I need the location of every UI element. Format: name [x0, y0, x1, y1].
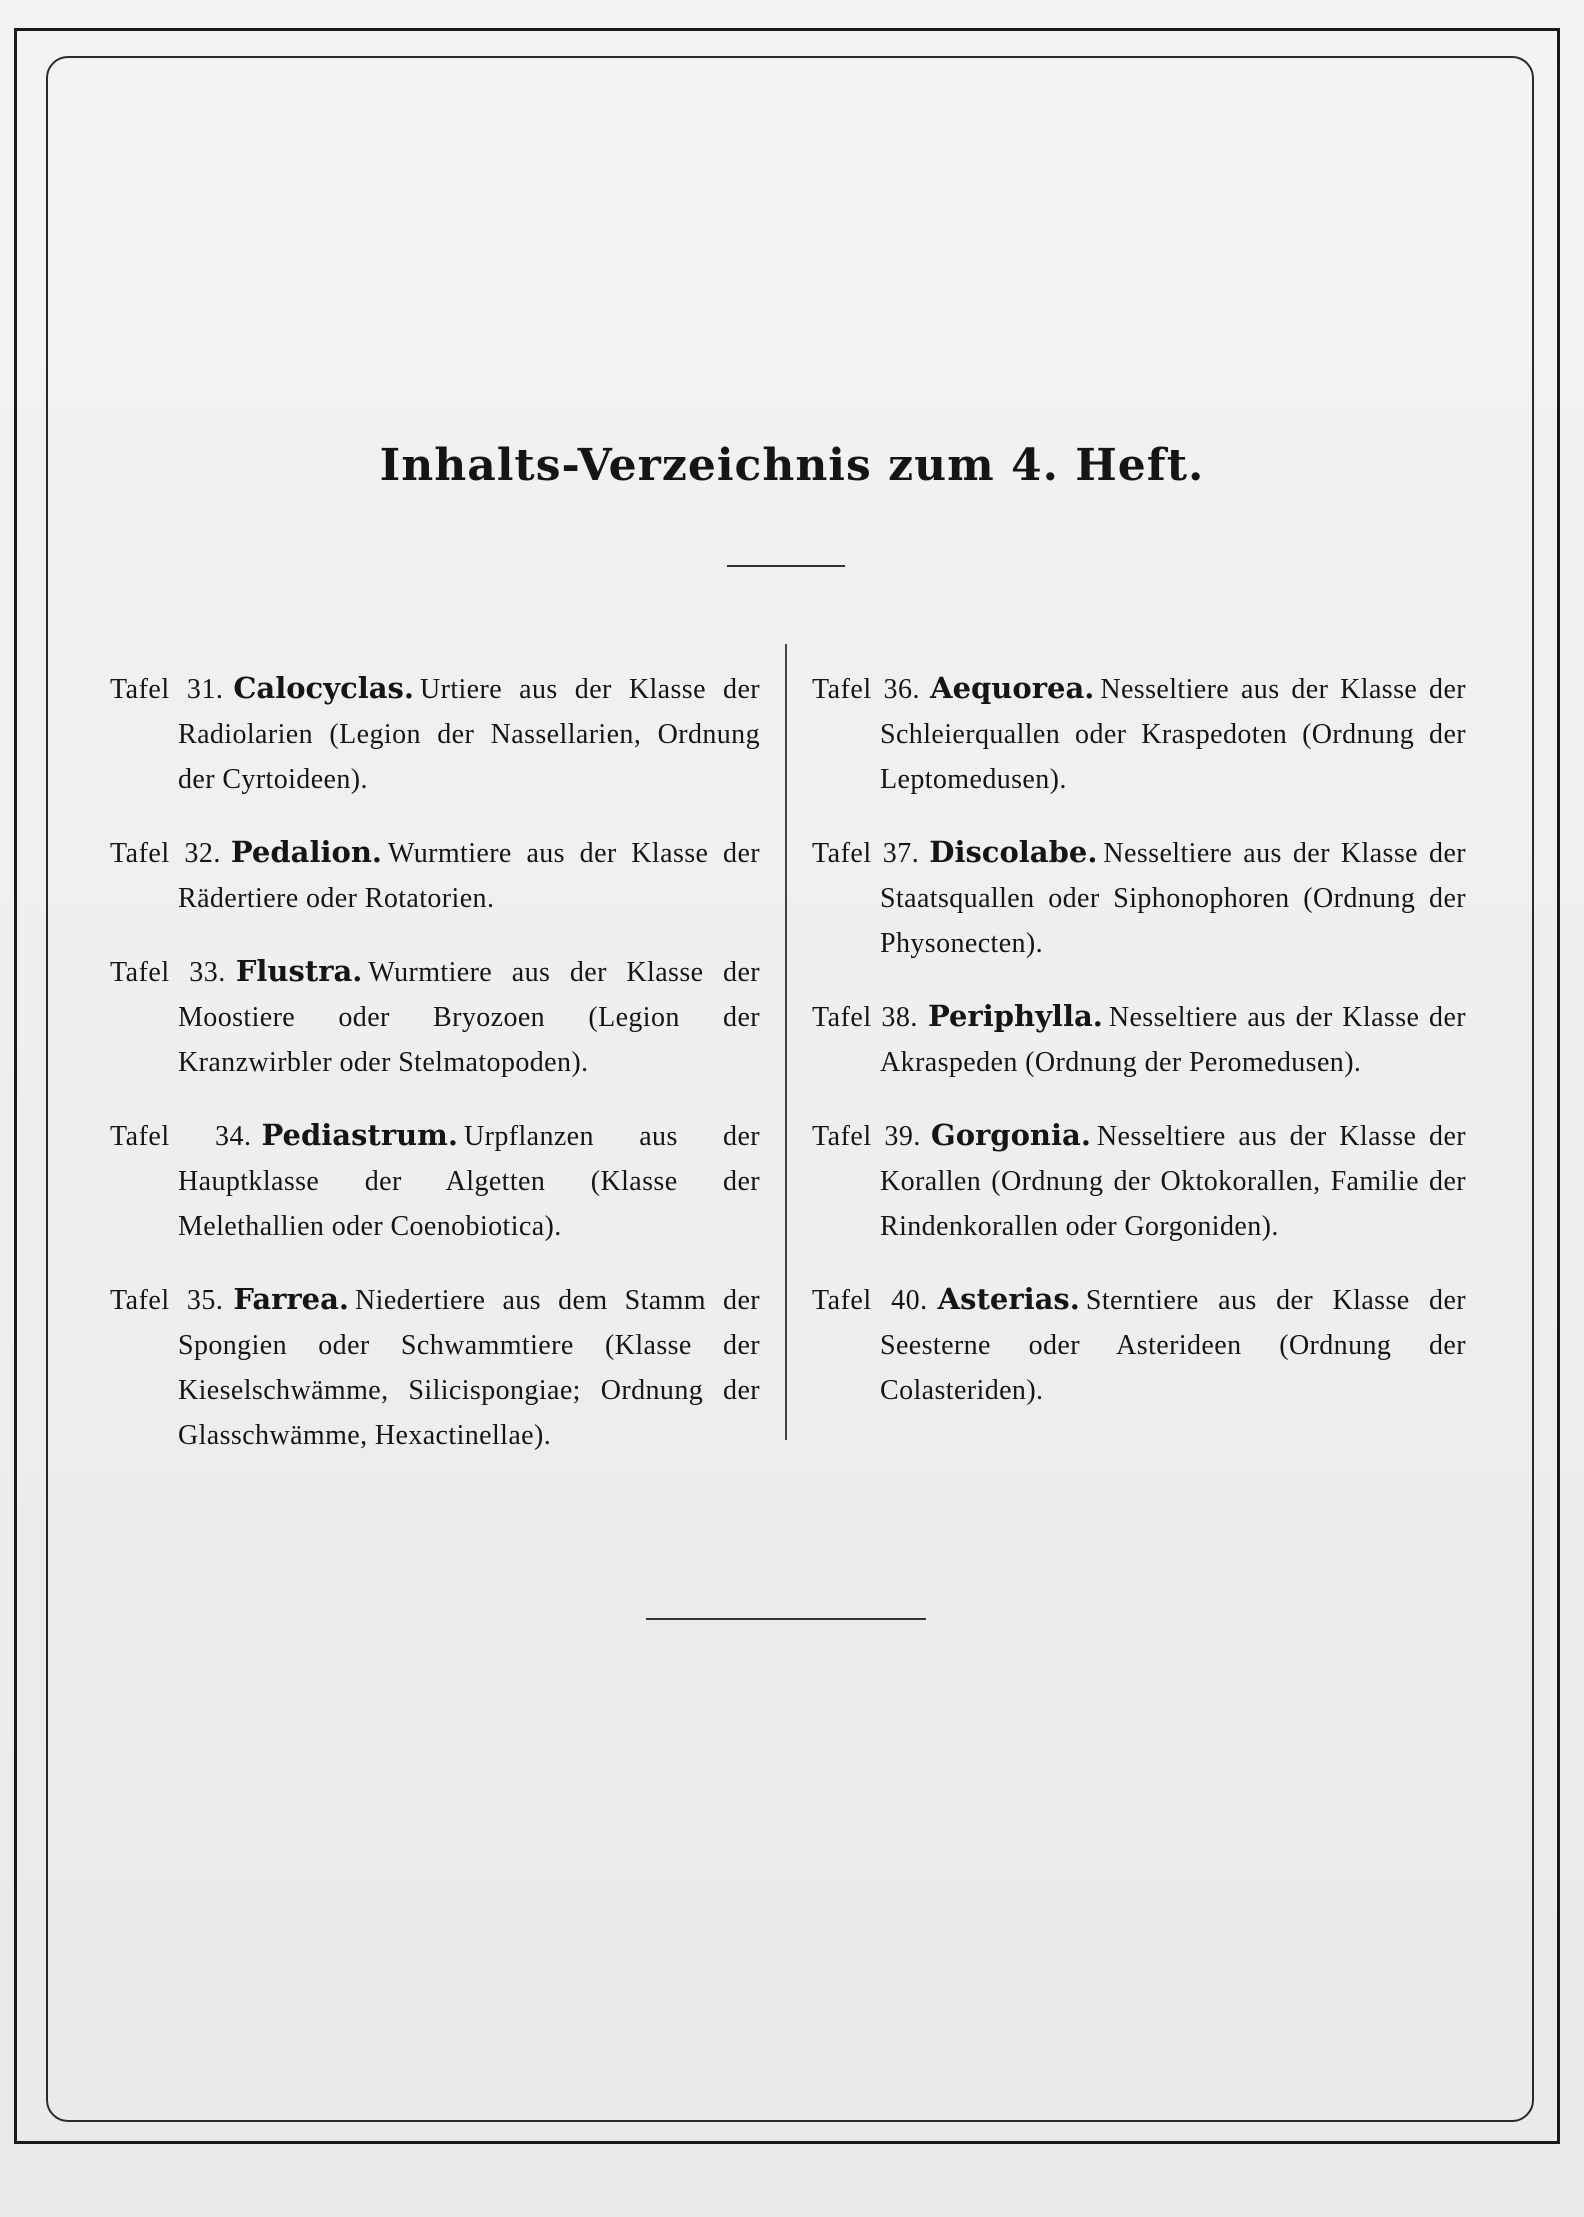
- genus-name: Calocyclas.: [233, 671, 414, 705]
- entry-description: Wurmtiere aus der Klasse der Rädertiere oder Rotatorien.: [178, 838, 761, 914]
- toc-entry-tafel-36: [812, 666, 1466, 802]
- tafel-label: Tafel 39.: [812, 1121, 921, 1152]
- tafel-label: Tafel 38.: [812, 1002, 918, 1033]
- tafel-label: Tafel 40.: [812, 1285, 928, 1316]
- entry-description: Urtiere aus der Klasse der Radiolarien (Legion der Nassellarien, Ordnung der Cyrtoideen).: [178, 674, 760, 795]
- genus-name: Pedalion.: [230, 835, 383, 869]
- genus-name: Pediastrum.: [261, 1118, 458, 1152]
- toc-entry-tafel-32: [110, 830, 760, 921]
- page-title: Inhalts-Verzeichnis zum 4. Heft.: [379, 440, 1205, 491]
- genus-name: Flustra.: [235, 954, 363, 988]
- entry-description: Nesseltiere aus der Klasse der Akraspeden (Ordnung der Peromedusen).: [880, 1002, 1466, 1078]
- tafel-label: Tafel 31.: [110, 674, 224, 705]
- genus-name: Farrea.: [233, 1282, 350, 1316]
- title-rule: [727, 565, 845, 567]
- entry-description: Niedertiere aus dem Stamm der Spongien oder Schwammtiere (Klasse der Kieselschwämme, Silicispongiae; Ordnung der Glasschwämme, Hexactinellae).: [178, 1285, 761, 1451]
- column-divider: [785, 644, 787, 1440]
- entry-description: Nesseltiere aus der Klasse der Korallen (Ordnung der Oktokorallen, Familie der Rindenkorallen oder Gorgoniden).: [880, 1121, 1466, 1242]
- genus-name: Discolabe.: [929, 835, 1098, 869]
- tafel-label: Tafel 35.: [110, 1285, 224, 1316]
- entry-description: Sterntiere aus der Klasse der Seesterne oder Asterideen (Ordnung der Colasteriden).: [880, 1285, 1467, 1406]
- tafel-label: Tafel 37.: [812, 838, 920, 869]
- tafel-label: Tafel 34.: [110, 1121, 252, 1152]
- toc-entry-tafel-37: [812, 830, 1466, 966]
- toc-entry-tafel-35: [110, 1277, 760, 1458]
- entry-description: Urpflanzen aus der Hauptklasse der Algetten (Klasse der Melethallien oder Coenobiotica).: [178, 1121, 760, 1242]
- genus-name: Asterias.: [937, 1282, 1080, 1316]
- entry-description: Nesseltiere aus der Klasse der Schleierquallen oder Kraspedoten (Ordnung der Leptomedusen).: [880, 674, 1466, 795]
- right-column: [812, 638, 1466, 1435]
- entry-description: Nesseltiere aus der Klasse der Staatsquallen oder Siphonophoren (Ordnung der Physonecten).: [880, 838, 1466, 959]
- entry-description: Wurmtiere aus der Klasse der Moostiere oder Bryozoen (Legion der Kranzwirbler oder Stelmatopoden).: [178, 957, 761, 1078]
- toc-entry-tafel-33: [110, 949, 760, 1085]
- toc-entry-tafel-40: [812, 1277, 1466, 1413]
- genus-name: Gorgonia.: [930, 1118, 1091, 1152]
- left-column: [110, 638, 760, 1480]
- genus-name: Periphylla.: [927, 999, 1103, 1033]
- tafel-label: Tafel 32.: [110, 838, 221, 869]
- toc-entry-tafel-38: [812, 994, 1466, 1085]
- tafel-label: Tafel 33.: [110, 957, 226, 988]
- genus-name: Aequorea.: [930, 671, 1095, 705]
- toc-entry-tafel-34: [110, 1113, 760, 1249]
- toc-entry-tafel-31: [110, 666, 760, 802]
- toc-entry-tafel-39: [812, 1113, 1466, 1249]
- tafel-label: Tafel 36.: [812, 674, 921, 705]
- bottom-rule: [646, 1618, 926, 1620]
